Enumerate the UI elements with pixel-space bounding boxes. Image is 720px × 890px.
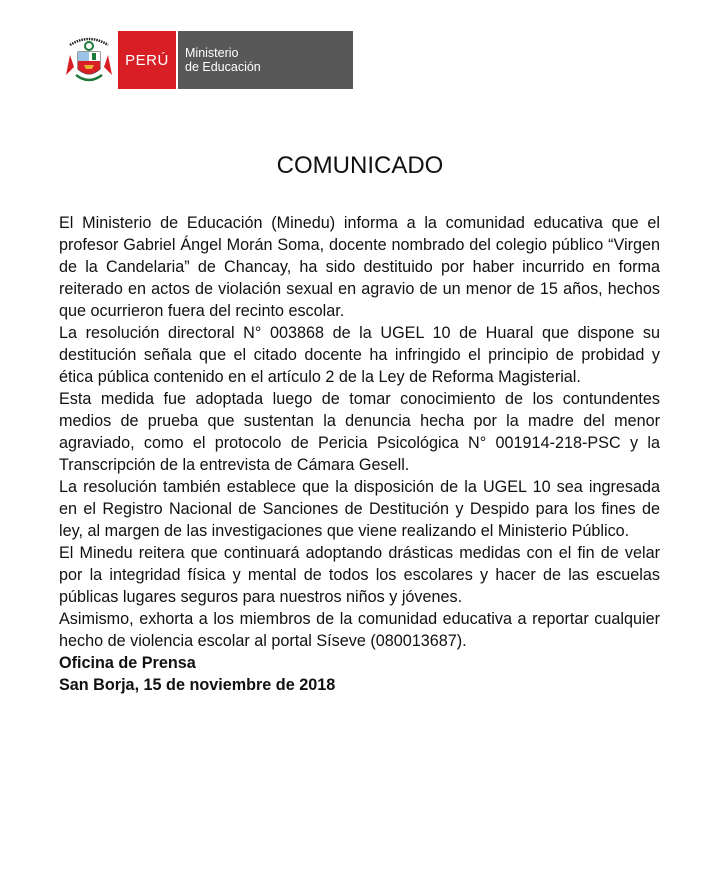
paragraph-intro: El Ministerio de Educación (Minedu) informa a la comunidad educativa que el profesor Gabriel Ángel Morán Soma, docente nombrado del colegio público “Virgen de la Candelaria” de Chancay, ha sido destituido por haber incurrido en forma reiterado en actos de violación sexual en agravio de un menor de 15 años, hechos que ocurrieron fuera del recinto escolar. (59, 214, 660, 320)
country-label: PERÚ (118, 31, 176, 89)
document-body (59, 212, 660, 696)
signature: Oficina de Prensa (59, 654, 196, 672)
paragraph-resolution: La resolución directoral N° 003868 de la UGEL 10 de Huaral que dispone su destitución señala que el citado docente ha infringido el principio de probidad y ética pública contenido en el artículo 2 de la Ley de Reforma Magisterial. (59, 324, 660, 386)
paragraph-commitment: El Minedu reitera que continuará adoptando drásticas medidas con el fin de velar por la integridad física y mental de todos los escolares y hacer de las escuelas públicas lugares seguros para nuestros niños y jóvenes. (59, 544, 660, 606)
document-title: COMUNICADO (276, 152, 444, 180)
paragraph-registry: La resolución también establece que la disposición de la UGEL 10 sea ingresada en el Registro Nacional de Sanciones de Destitución y Despido para los fines de ley, al margen de las investigaciones que viene realizando el Ministerio Público. (59, 478, 660, 540)
ministry-name (178, 31, 353, 89)
coat-of-arms-icon (62, 31, 116, 89)
ministry-name-line1: Ministerio (185, 46, 239, 60)
paragraph-evidence: Esta medida fue adoptada luego de tomar conocimiento de los contundentes medios de prueba que sustentan la denuncia hecha por la madre del menor agraviado, como el protocolo de Pericia Psicológica N° 001914-218-PSC y la Transcripción de la entrevista de Cámara Gesell. (59, 390, 660, 474)
paragraph-exhortation: Asimismo, exhorta a los miembros de la comunidad educativa a reportar cualquier hecho de violencia escolar al portal Síseve (080013687). (59, 610, 660, 650)
place-date: San Borja, 15 de noviembre de 2018 (59, 676, 336, 694)
ministry-name-line2: de Educación (185, 60, 261, 74)
ministry-logo (62, 31, 353, 89)
